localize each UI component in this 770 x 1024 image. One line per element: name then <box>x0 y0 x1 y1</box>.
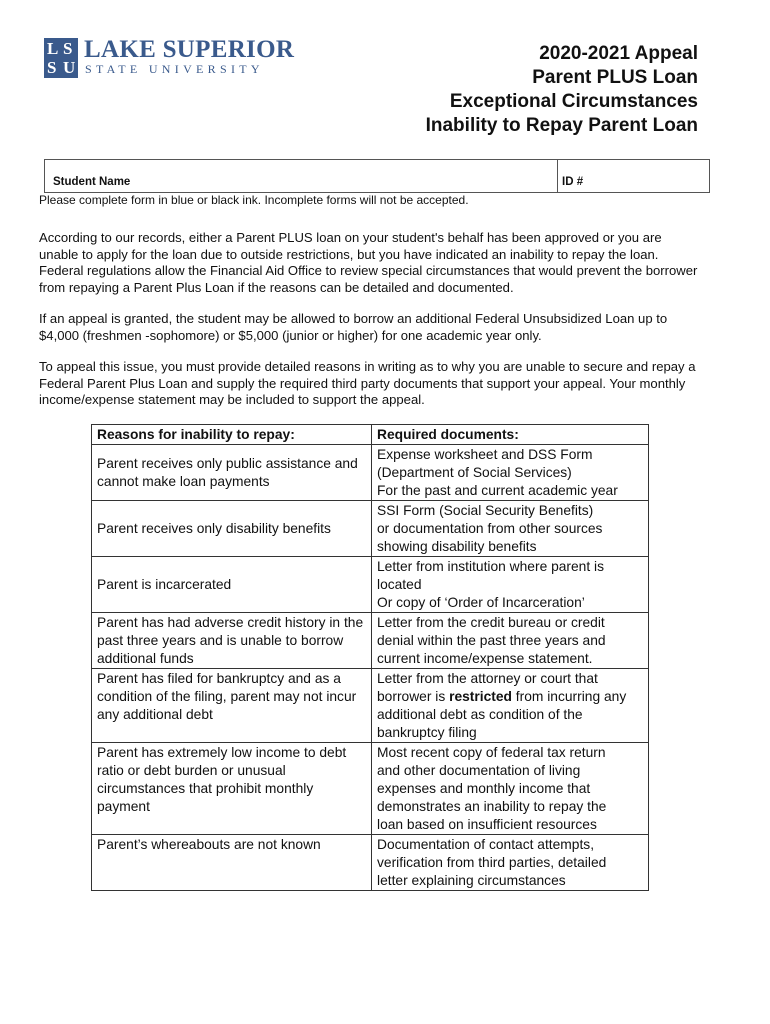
document-line: showing disability benefits <box>377 539 537 554</box>
document-text: Letter from the attorney or court that borrower is <box>377 671 598 704</box>
documents-cell <box>372 669 649 743</box>
table-row <box>92 669 649 743</box>
documents-cell <box>372 501 649 557</box>
document-line: Letter from the credit bureau or credit <box>377 615 605 630</box>
university-name: LAKE SUPERIOR <box>84 36 295 63</box>
university-subtitle: STATE UNIVERSITY <box>85 62 264 76</box>
title-line: Exceptional Circumstances <box>449 91 698 112</box>
documents-cell <box>372 835 649 891</box>
reason-cell: Parent’s whereabouts are not known <box>92 835 372 891</box>
document-line: verification from third parties, detailed <box>377 855 607 870</box>
document-line: and other documentation of living <box>377 763 581 778</box>
reason-cell: Parent has extremely low income to debt ratio or debt burden or unusual circumstances that prohibit monthly payment <box>92 743 372 835</box>
logo-letter: S <box>47 58 57 77</box>
document-line: loan based on insufficient resources <box>377 817 597 832</box>
document-emphasis: restricted <box>449 689 512 704</box>
column-header-reasons: Reasons for inability to repay: <box>92 425 372 445</box>
document-line: expenses and monthly income that <box>377 781 591 796</box>
column-header-documents: Required documents: <box>372 425 649 445</box>
title-line: Inability to Repay Parent Loan <box>425 115 698 136</box>
document-line: or documentation from other sources <box>377 521 603 536</box>
title-line: 2020-2021 Appeal <box>539 43 698 64</box>
document-line: current income/expense statement. <box>377 651 593 666</box>
document-line: (Department of Social Services) <box>377 465 572 480</box>
paragraph-how-to-appeal: To appeal this issue, you must provide detailed reasons in writing as to why you are unable to secure and repay a Federal Parent Plus Loan and supply the required third party documents that support your appeal. Your monthly income/expense statement may be included to support the appeal. <box>39 359 696 407</box>
reason-cell: Parent is incarcerated <box>92 557 372 613</box>
documents-cell <box>372 613 649 669</box>
table-header-row <box>92 425 649 445</box>
document-line: Letter from institution where parent is <box>377 559 604 574</box>
documents-cell <box>372 445 649 501</box>
university-logo <box>44 36 295 80</box>
logo-letter: S <box>63 39 73 58</box>
document-line: letter explaining circumstances <box>377 873 566 888</box>
student-name-field[interactable]: Student Name <box>53 176 131 188</box>
instructions: Please complete form in blue or black ink. Incomplete forms will not be accepted. <box>39 193 469 207</box>
table-row <box>92 557 649 613</box>
student-info-fields <box>44 159 710 193</box>
reasons-table <box>91 424 649 891</box>
documents-cell <box>372 743 649 835</box>
reason-cell: Parent receives only disability benefits <box>92 501 372 557</box>
table-row <box>92 743 649 835</box>
field-divider <box>557 160 558 192</box>
document-line: For the past and current academic year <box>377 483 618 498</box>
documents-cell <box>372 557 649 613</box>
reason-cell: Parent has filed for bankruptcy and as a condition of the filing, parent may not incur any additional debt <box>92 669 372 743</box>
logo-emblem <box>44 38 78 78</box>
paragraph-intro: According to our records, either a Parent PLUS loan on your student's behalf has been approved or you are unable to apply for the loan due to outside restrictions, but you have indicated an inability to repay the loan. Federal regulations allow the Financial Aid Office to review special circumstances that would prevent the borrower from repaying a Parent Plus Loan if the reasons can be detailed and documented. <box>39 230 698 295</box>
table-row <box>92 445 649 501</box>
document-line: demonstrates an inability to repay the <box>377 799 607 814</box>
paragraph-appeal-granted: If an appeal is granted, the student may be allowed to borrow an additional Federal Unsubsidized Loan up to $4,000 (freshmen -sophomore) or $5,000 (junior or higher) for one academic year only. <box>39 311 668 343</box>
document-line: located <box>377 577 422 592</box>
document-line: Most recent copy of federal tax return <box>377 745 606 760</box>
table-row <box>92 835 649 891</box>
table-row <box>92 613 649 669</box>
logo-letter: L <box>47 39 59 58</box>
document-text: from incurring any additional debt as condition of the bankruptcy filing <box>377 689 627 740</box>
document-line: SSI Form (Social Security Benefits) <box>377 503 594 518</box>
document-line: denial within the past three years and <box>377 633 606 648</box>
document-line: Or copy of ‘Order of Incarceration’ <box>377 595 585 610</box>
student-id-field[interactable]: ID # <box>562 176 584 188</box>
logo-letter: U <box>63 58 76 77</box>
reason-cell: Parent has had adverse credit history in the past three years and is unable to borrow additional funds <box>92 613 372 669</box>
form-title <box>426 42 698 138</box>
reason-cell: Parent receives only public assistance and cannot make loan payments <box>92 445 372 501</box>
document-line: Expense worksheet and DSS Form <box>377 447 593 462</box>
title-line: Parent PLUS Loan <box>532 67 698 88</box>
table-row <box>92 501 649 557</box>
document-line: Documentation of contact attempts, <box>377 837 595 852</box>
